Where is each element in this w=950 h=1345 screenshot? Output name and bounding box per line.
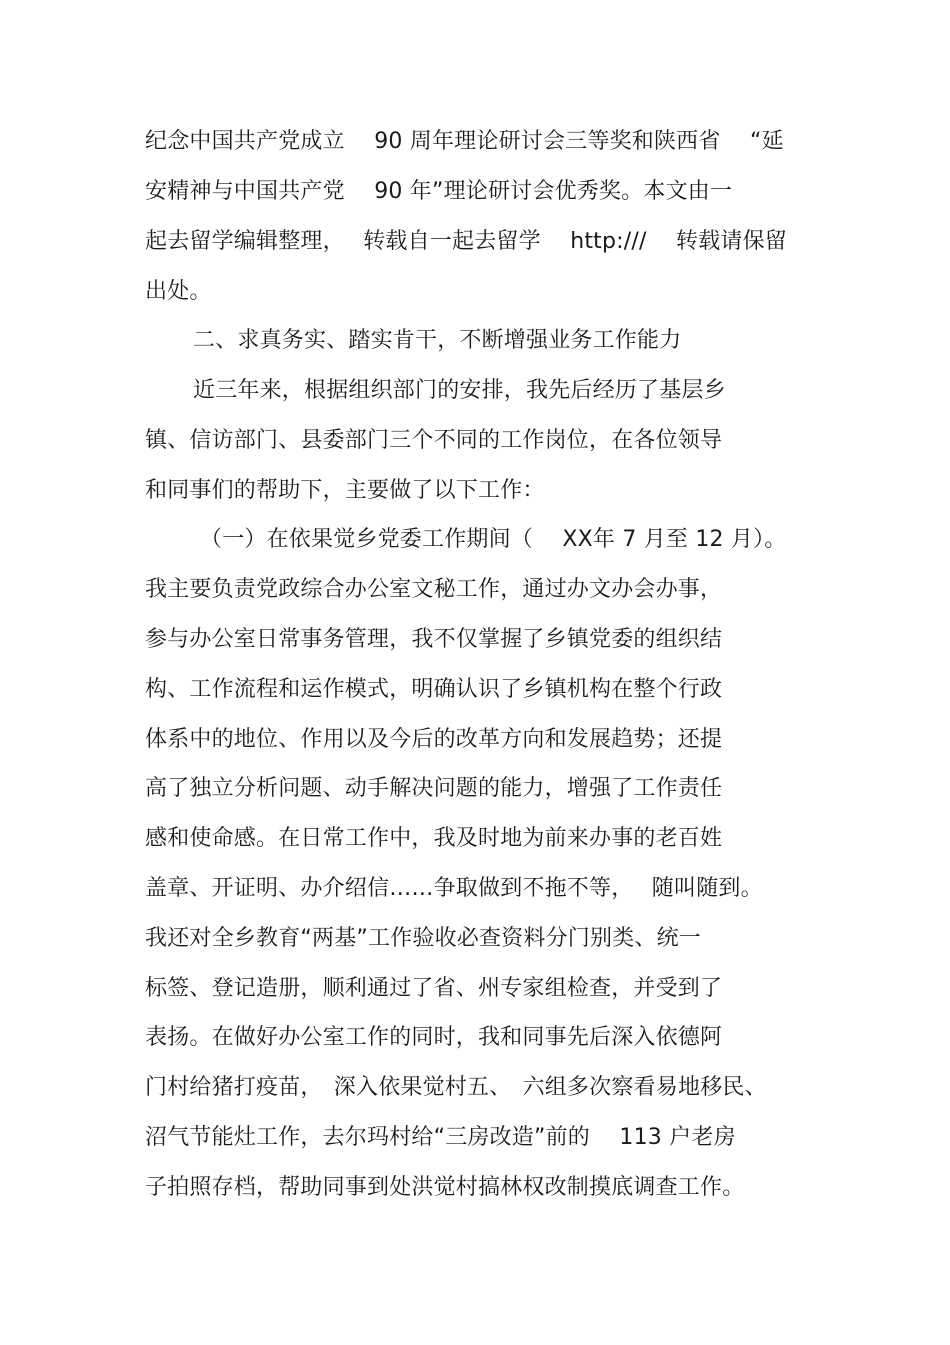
text-line: 门村给猪打疫苗， 深入依果觉村五、 六组多次察看易地移民、 [145, 1075, 767, 1100]
text-line: 子拍照存档，帮助同事到处洪觉村搞林权改制摸底调查工作。 [145, 1175, 745, 1200]
text-line: 盖章、开证明、办介绍信……争取做到不拖不等， 随叫随到。 [145, 876, 763, 901]
text-line: 安精神与中国共产党 90 年”理论研讨会优秀奖。本文由一 [145, 179, 733, 204]
text-line: 标签、登记造册，顺利通过了省、州专家组检查，并受到了 [145, 976, 723, 1001]
text-line: 感和使命感。在日常工作中，我及时地为前来办事的老百姓 [145, 826, 723, 851]
text-line: 我还对全乡教育“两基”工作验收必查资料分门别类、统一 [145, 926, 701, 951]
section-heading: 二、求真务实、踏实肯干，不断增强业务工作能力 [193, 328, 682, 353]
text-line: 镇、信访部门、县委部门三个不同的工作岗位，在各位领导 [145, 428, 723, 453]
text-line: 起去留学编辑整理， 转载自一起去留学 http:/// 转载请保留 [145, 229, 787, 254]
text-line: 表扬。在做好办公室工作的同时，我和同事先后深入依德阿 [145, 1025, 723, 1050]
text-line: 纪念中国共产党成立 90 周年理论研讨会三等奖和陕西省 “延 [145, 129, 784, 154]
text-line: 高了独立分析问题、动手解决问题的能力，增强了工作责任 [145, 776, 723, 801]
text-line: 参与办公室日常事务管理，我不仅掌握了乡镇党委的组织结 [145, 627, 723, 652]
text-line: 近三年来，根据组织部门的安排，我先后经历了基层乡 [193, 378, 726, 403]
text-line: 出处。 [145, 279, 212, 304]
text-line: 体系中的地位、作用以及今后的改革方向和发展趋势；还提 [145, 727, 723, 752]
text-line: 沼气节能灶工作，去尔玛村给“三房改造”前的 113 户老房 [145, 1125, 736, 1150]
text-line: 和同事们的帮助下，主要做了以下工作： [145, 478, 545, 503]
subsection-heading: （一）在依果觉乡党委工作期间（ XX年 7 月至 12 月）。 [200, 527, 787, 552]
text-line: 构、工作流程和运作模式，明确认识了乡镇机构在整个行政 [145, 677, 723, 702]
text-line: 我主要负责党政综合办公室文秘工作，通过办文办会办事， [145, 577, 723, 602]
